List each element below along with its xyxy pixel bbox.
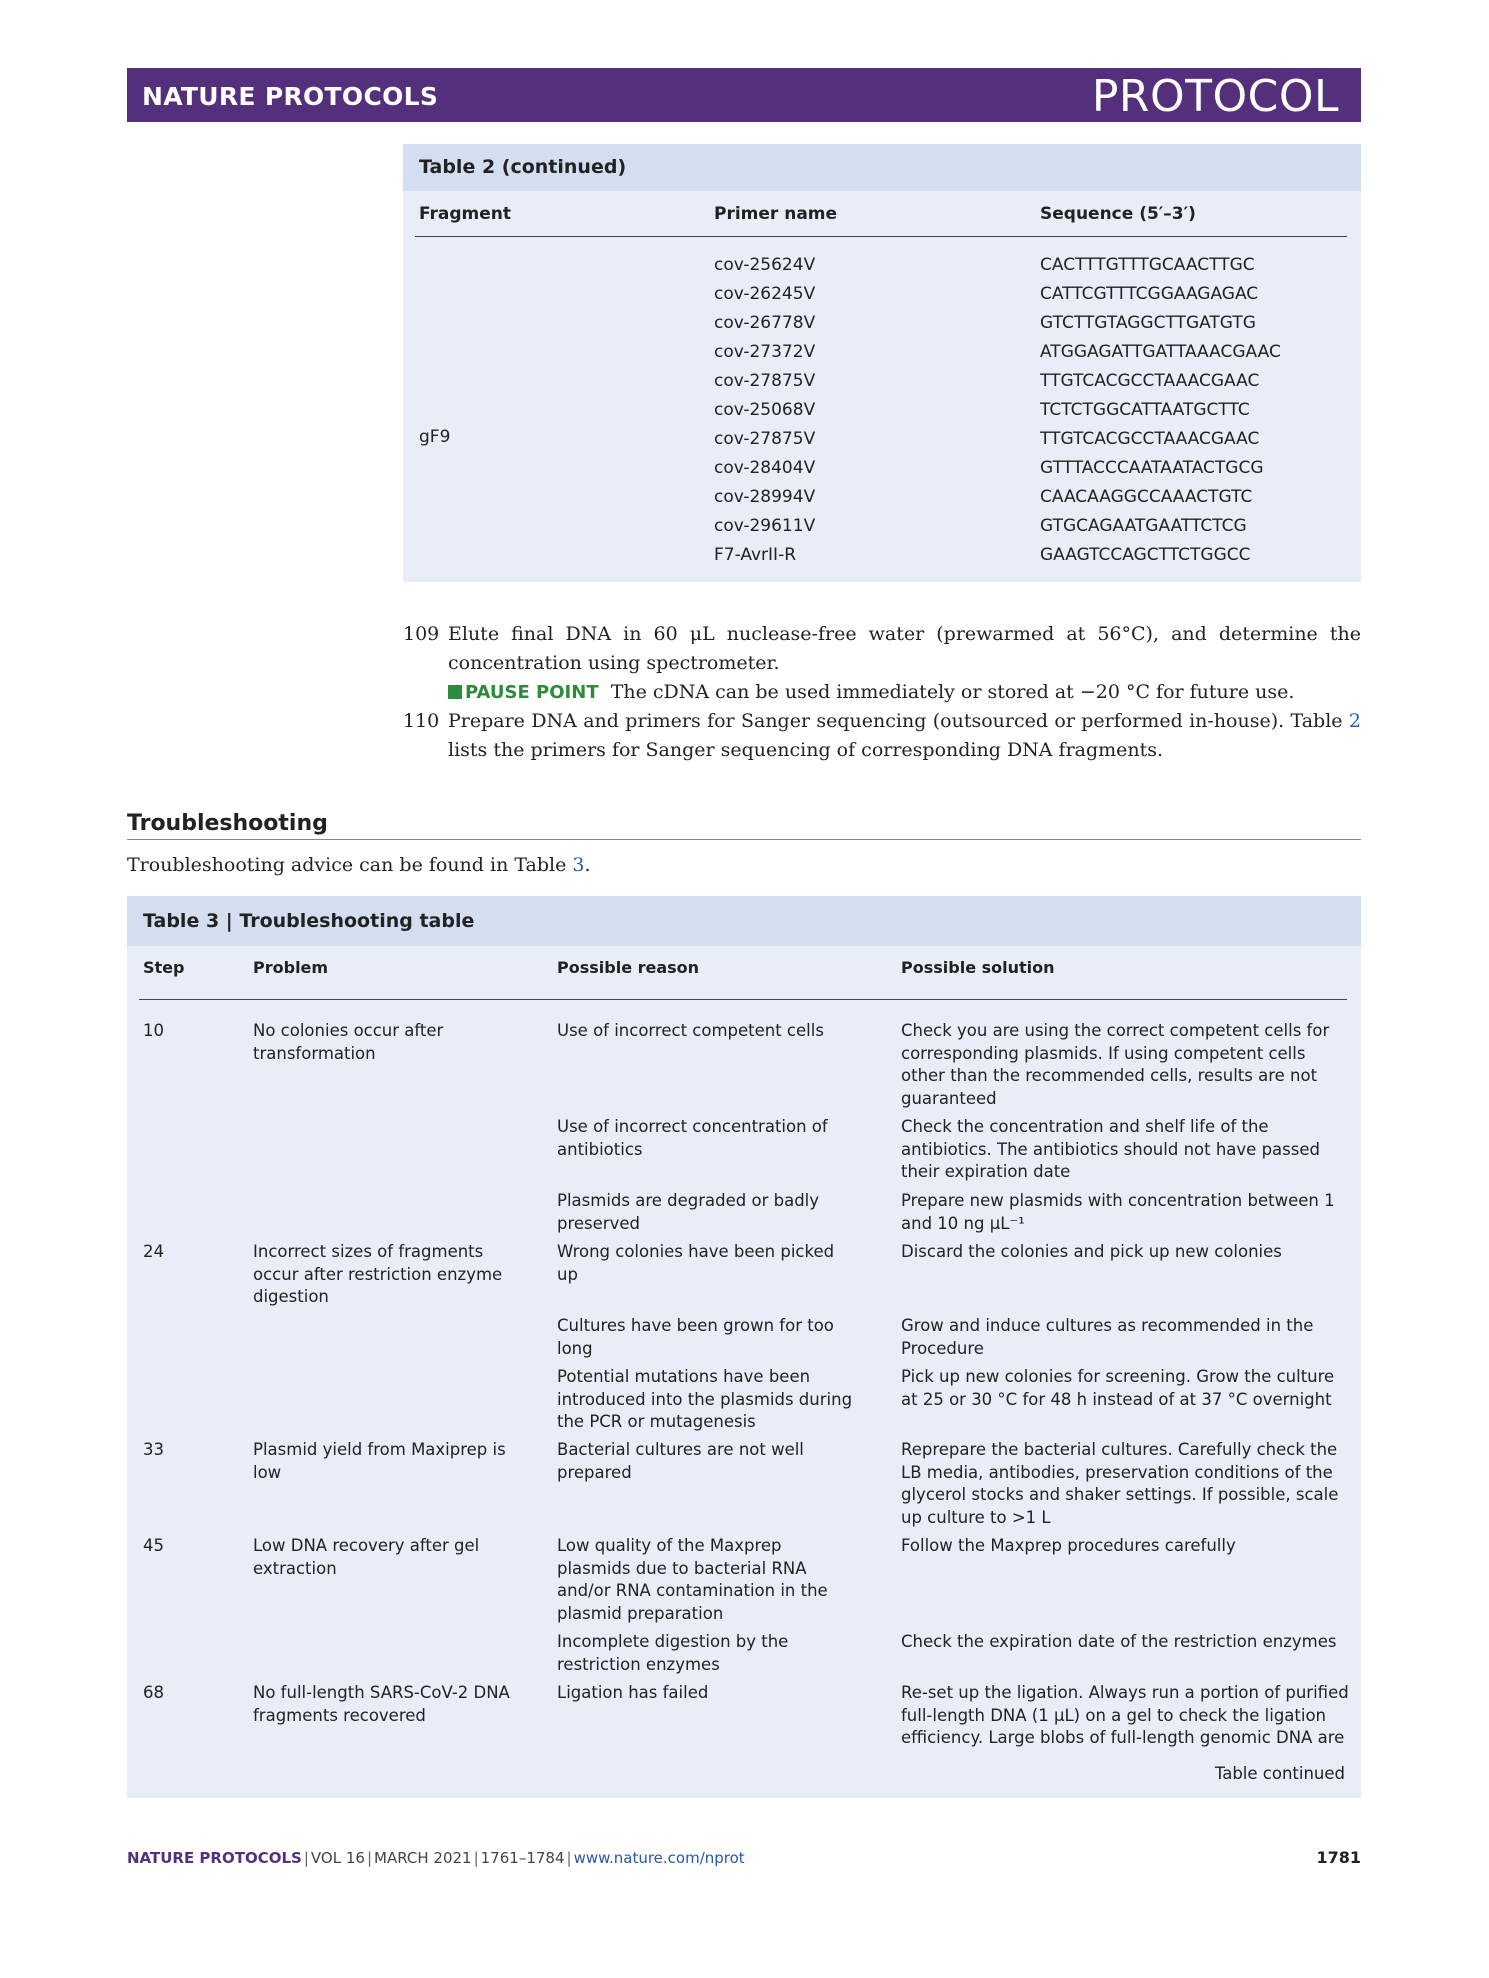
section-rule — [127, 839, 1361, 840]
table-3-link[interactable]: 3 — [572, 854, 585, 876]
primer-name: F7-AvrII-R — [714, 545, 797, 565]
primer-sequence: GAAGTCCAGCTTCTGGCC — [1040, 545, 1251, 565]
step-text-continued: lists the primers for Sanger sequencing of corresponding DNA fragments. — [448, 739, 1164, 761]
table-row — [403, 545, 1361, 574]
footer-volume: VOL 16 — [310, 1849, 365, 1867]
col-sequence: Sequence (5′–3′) — [1040, 204, 1196, 224]
table-row — [403, 429, 1361, 458]
table-row — [403, 371, 1361, 400]
cell-problem: Plasmid yield from Maxiprep is low — [253, 1440, 506, 1482]
primer-sequence: CAACAAGGCCAAACTGTC — [1040, 487, 1253, 507]
primer-sequence: TCTCTGGCATTAATGCTTC — [1040, 400, 1250, 420]
cell-solution: Check you are using the correct competent cells for corresponding plasmids. If using competent cells other than the recommended cells, results are not guaranteed — [901, 1021, 1330, 1108]
col-reason: Possible reason — [557, 958, 700, 977]
primer-name: cov-25068V — [714, 400, 816, 420]
cell-reason: Incomplete digestion by the restriction enzymes — [557, 1632, 789, 1674]
primer-sequence: GTCTTGTAGGCTTGATGTG — [1040, 313, 1256, 333]
primer-name: cov-28994V — [714, 487, 816, 507]
primer-sequence: CACTTTGTTTGCAACTTGC — [1040, 255, 1255, 275]
cell-problem: No colonies occur after transformation — [253, 1021, 444, 1063]
primer-sequence: ATGGAGATTGATTAAACGAAC — [1040, 342, 1281, 362]
step-109 — [403, 620, 1361, 678]
cell-solution: Reprepare the bacterial cultures. Carefully check the LB media, antibodies, preservation conditions of the glycerol stocks and shaker settings. If possible, scale up culture to >1 L — [901, 1440, 1339, 1527]
footer-journal: NATURE PROTOCOLS — [127, 1849, 302, 1867]
col-fragment: Fragment — [419, 204, 512, 224]
section-heading: Troubleshooting — [127, 811, 328, 836]
cell-step: 33 — [143, 1440, 164, 1459]
section-text-b: . — [584, 854, 591, 876]
primer-sequence: GTTTACCCAATAATACTGCG — [1040, 458, 1264, 478]
footer-pages: 1761–1784 — [480, 1849, 565, 1867]
step-110 — [403, 707, 1361, 765]
cell-reason: Low quality of the Maxprep plasmids due to bacterial RNA and/or RNA contamination in the plasmid preparation — [557, 1536, 828, 1623]
cell-solution: Follow the Maxprep procedures carefully — [901, 1536, 1236, 1555]
table-continued: Table continued — [1214, 1764, 1345, 1783]
cell-solution: Pick up new colonies for screening. Grow the culture at 25 or 30 °C for 48 h instead of at 37 °C overnight — [901, 1367, 1335, 1409]
cell-problem: No full-length SARS-CoV-2 DNA fragments recovered — [253, 1683, 510, 1725]
primer-name: cov-26778V — [714, 313, 816, 333]
col-solution: Possible solution — [901, 958, 1055, 977]
cell-reason: Wrong colonies have been picked up — [557, 1242, 835, 1284]
fragment-label: gF9 — [419, 427, 451, 447]
cell-solution: Grow and induce cultures as recommended in the Procedure — [901, 1316, 1314, 1358]
cell-reason: Cultures have been grown for too long — [557, 1316, 834, 1358]
footer-date: MARCH 2021 — [374, 1849, 472, 1867]
step-text: Prepare DNA and primers for Sanger sequencing (outsourced or performed in-house). Table — [448, 710, 1349, 732]
journal-name: NATURE PROTOCOLS — [142, 82, 439, 111]
cell-problem: Incorrect sizes of fragments occur after restriction enzyme digestion — [253, 1242, 503, 1306]
cell-reason: Ligation has failed — [557, 1683, 709, 1702]
table-row — [403, 255, 1361, 284]
cell-step: 45 — [143, 1536, 164, 1555]
cell-solution: Check the expiration date of the restriction enzymes — [901, 1632, 1337, 1651]
table-row — [403, 284, 1361, 313]
primer-name: cov-27875V — [714, 371, 816, 391]
table-3-rule — [139, 999, 1347, 1000]
step-number: 109 — [403, 623, 440, 645]
table-2-rows — [403, 255, 1361, 574]
cell-reason: Use of incorrect concentration of antibiotics — [557, 1117, 828, 1159]
cell-reason: Potential mutations have been introduced into the plasmids during the PCR or mutagenesis — [557, 1367, 853, 1431]
page-footer: NATURE PROTOCOLS | VOL 16 | MARCH 2021 | 1761–1784 | www.nature.com/nprot — [127, 1849, 745, 1867]
cell-reason: Use of incorrect competent cells — [557, 1021, 824, 1040]
cell-reason: Plasmids are degraded or badly preserved — [557, 1191, 820, 1233]
col-problem: Problem — [253, 958, 329, 977]
col-primer-name: Primer name — [714, 204, 838, 224]
cell-solution: Prepare new plasmids with concentration between 1 and 10 ng μL⁻¹ — [901, 1191, 1335, 1233]
col-step: Step — [143, 958, 185, 977]
table-2-caption: Table 2 (continued) — [403, 144, 1361, 191]
section-text-a: Troubleshooting advice can be found in Table — [127, 854, 573, 876]
cell-problem: Low DNA recovery after gel extraction — [253, 1536, 480, 1578]
primer-name: cov-26245V — [714, 284, 816, 304]
table-3-caption-label: Table 3 | — [143, 910, 240, 932]
primer-sequence: TTGTCACGCCTAAACGAAC — [1040, 371, 1260, 391]
primer-name: cov-28404V — [714, 458, 816, 478]
table-2 — [403, 144, 1361, 582]
table-row — [403, 313, 1361, 342]
procedure-steps — [403, 620, 1361, 765]
primer-sequence: TTGTCACGCCTAAACGAAC — [1040, 429, 1260, 449]
table-row — [403, 487, 1361, 516]
cell-step: 24 — [143, 1242, 164, 1261]
footer-url[interactable]: www.nature.com/nprot — [573, 1849, 745, 1867]
table-2-rule — [415, 236, 1347, 237]
cell-step: 68 — [143, 1683, 164, 1702]
table-2-header — [403, 196, 1361, 236]
cell-step: 10 — [143, 1021, 164, 1040]
journal-banner — [127, 68, 1361, 122]
primer-name: cov-25624V — [714, 255, 816, 275]
section-text — [127, 854, 591, 876]
primer-sequence: GTGCAGAATGAATTCTCG — [1040, 516, 1247, 536]
article-type: PROTOCOL — [1091, 71, 1339, 122]
table-row — [403, 516, 1361, 545]
table-row — [403, 400, 1361, 429]
pause-point-label: PAUSE POINT — [465, 682, 599, 703]
page-number: 1781 — [1316, 1848, 1361, 1867]
cell-solution: Check the concentration and shelf life of the antibiotics. The antibiotics should not have passed their expiration date — [901, 1117, 1320, 1181]
primer-name: cov-27875V — [714, 429, 816, 449]
pause-point-icon — [448, 685, 462, 699]
table-3-caption-title: Troubleshooting table — [239, 910, 475, 932]
primer-name: cov-27372V — [714, 342, 816, 362]
cell-reason: Bacterial cultures are not well prepared — [557, 1440, 804, 1482]
table-2-link[interactable]: 2 — [1348, 710, 1361, 732]
table-row — [403, 342, 1361, 371]
primer-name: cov-29611V — [714, 516, 816, 536]
step-number: 110 — [403, 710, 440, 732]
primer-sequence: CATTCGTTTCGGAAGAGAC — [1040, 284, 1259, 304]
pause-point-text: The cDNA can be used immediately or stored at −20 °C for future use. — [610, 681, 1295, 703]
table-3-caption — [127, 896, 1361, 946]
cell-solution: Discard the colonies and pick up new colonies — [901, 1242, 1282, 1261]
step-text: Elute final DNA in 60 μL nuclease-free water (prewarmed at 56°C), and determine the concentration using spectrometer. — [448, 623, 1361, 674]
pause-point — [448, 678, 1361, 707]
table-row — [403, 458, 1361, 487]
table-3 — [127, 896, 1361, 1798]
cell-solution: Re-set up the ligation. Always run a portion of purified full-length DNA (1 μL) on a gel to check the ligation efficiency. Large blobs of full-length genomic DNA are — [901, 1683, 1349, 1747]
